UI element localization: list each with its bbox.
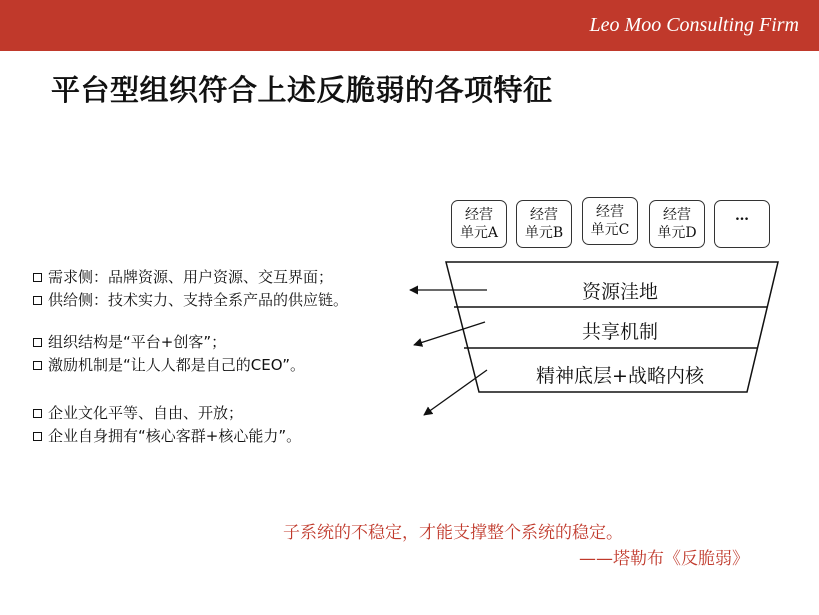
checkbox-icon bbox=[33, 432, 42, 441]
unit-b-line1: 经营 bbox=[530, 207, 558, 223]
list-item-text: 供给侧：技术实力、支持全系产品的供应链。 bbox=[48, 291, 349, 309]
brand-name: Leo Moo Consulting Firm bbox=[589, 14, 799, 36]
list-item bbox=[33, 266, 348, 289]
bullet-group-1 bbox=[33, 266, 348, 312]
bullet-group-2 bbox=[33, 331, 305, 377]
list-item bbox=[33, 354, 305, 377]
arrow-structure bbox=[414, 322, 485, 345]
layer-core: 精神底层+战略内核 bbox=[536, 365, 704, 387]
bullet-group-3 bbox=[33, 402, 301, 448]
list-item-text: 企业文化平等、自由、开放； bbox=[48, 404, 244, 422]
checkbox-icon bbox=[33, 273, 42, 282]
unit-more-line1: … bbox=[735, 208, 749, 224]
list-item bbox=[33, 289, 348, 312]
quote-source: ——塔勒布《反脆弱》 bbox=[579, 549, 749, 569]
list-item-text: 激励机制是“让人人都是自己的CEO”。 bbox=[48, 356, 306, 374]
checkbox-icon bbox=[33, 338, 42, 347]
list-item-text: 需求侧：品牌资源、用户资源、交互界面； bbox=[48, 268, 334, 286]
unit-d-line2: 单元D bbox=[657, 225, 697, 241]
list-item bbox=[33, 425, 301, 448]
list-item bbox=[33, 402, 301, 425]
list-item-text: 组织结构是“平台+创客”； bbox=[48, 333, 227, 351]
unit-b-line2: 单元B bbox=[524, 225, 564, 241]
layer-sharing: 共享机制 bbox=[581, 321, 658, 343]
arrow-culture bbox=[424, 370, 487, 415]
checkbox-icon bbox=[33, 361, 42, 370]
quote-text: 子系统的不稳定，才能支撑整个系统的稳定。 bbox=[283, 523, 623, 543]
unit-c-line2: 单元C bbox=[590, 222, 630, 238]
unit-d-line1: 经营 bbox=[663, 207, 691, 223]
checkbox-icon bbox=[33, 409, 42, 418]
list-item-text: 企业自身拥有“核心客群+核心能力”。 bbox=[48, 427, 302, 445]
unit-c-line1: 经营 bbox=[596, 204, 624, 220]
layer-resource: 资源洼地 bbox=[581, 281, 658, 303]
slide-title: 平台型组织符合上述反脆弱的各项特征 bbox=[51, 73, 553, 107]
unit-a-line2: 单元A bbox=[459, 225, 499, 241]
unit-a-line1: 经营 bbox=[465, 207, 493, 223]
list-item bbox=[33, 331, 305, 354]
checkbox-icon bbox=[33, 296, 42, 305]
